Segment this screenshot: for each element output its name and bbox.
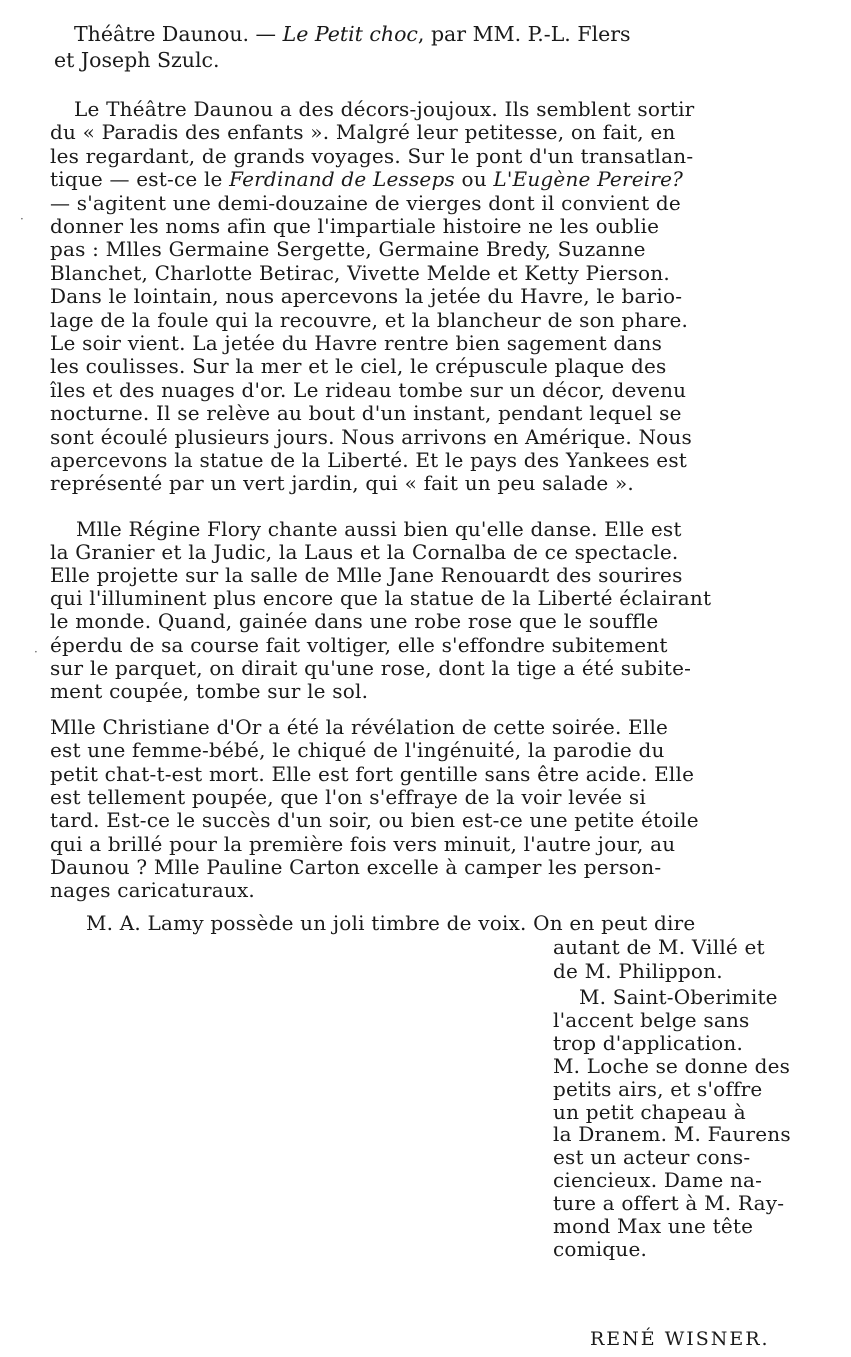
text-line: donner les noms afin que l'impartiale histoire ne les oublie [50, 214, 660, 238]
signature: RENÉ WISNER. [590, 1328, 770, 1350]
text-line: tard. Est-ce le succès d'un soir, ou bien est-ce une petite étoile [50, 808, 699, 833]
text-line: ciencieux. Dame na- [553, 1168, 763, 1193]
text-line: apercevons la statue de la Liberté. Et le pays des Yankees est [50, 448, 688, 472]
text-line: qui l'illuminent plus encore que la statue de la Liberté éclairant [50, 586, 712, 611]
text-line: M. Saint-Oberimite [579, 985, 778, 1009]
text-line: Blanchet, Charlotte Betirac, Vivette Melde et Ketty Pierson. [50, 260, 670, 285]
text-line: la Granier et la Judic, la Laus et la Cornalba de ce spectacle. [50, 540, 679, 565]
text-line: petits airs, et s'offre [553, 1076, 763, 1101]
text-line: mond Max une tête [553, 1214, 754, 1238]
ship-name: L'Eugène Pereire? [493, 167, 684, 192]
play-title: Le Petit choc [282, 22, 418, 46]
text-line: sont écoulé plusieurs jours. Nous arrivons en Amérique. Nous [50, 424, 692, 449]
text-line: comique. [553, 1236, 648, 1261]
text-line: est un acteur cons- [553, 1145, 751, 1170]
text-line: ment coupée, tombe sur le sol. [50, 678, 369, 703]
text-line: les regardant, de grands voyages. Sur le pont d'un transatlan- [50, 143, 694, 168]
text-line: représenté par un vert jardin, qui « fait un peu salade ». [50, 471, 634, 496]
text-line: Daunou ? Mlle Pauline Carton excelle à camper les person- [50, 854, 662, 879]
print-speck: · [20, 212, 24, 226]
text-line: — s'agitent une demi-douzaine de vierges dont il convient de [50, 190, 681, 215]
text-line: petit chat-t-est mort. Elle est fort gentille sans être acide. Elle [50, 761, 695, 786]
heading-line-1 [74, 22, 631, 46]
text-line: nages caricaturaux. [50, 878, 255, 903]
text-span: tique — est-ce le [50, 167, 230, 192]
heading-line-2: et Joseph Szulc. [54, 48, 220, 72]
text-line: Elle projette sur la salle de Mlle Jane Renouardt des sourires [50, 563, 683, 588]
text-line: de M. Philippon. [553, 958, 723, 983]
text-line: sur le parquet, on dirait qu'une rose, dont la tige a été subite- [50, 655, 692, 680]
text-line: un petit chapeau à [553, 1099, 746, 1124]
text-line: Dans le lointain, nous apercevons la jetée du Havre, le bario- [50, 284, 683, 309]
text-line: qui a brillé pour la première fois vers minuit, l'autre jour, au [50, 831, 676, 856]
text-line: nocturne. Il se relève au bout d'un instant, pendant lequel se [50, 401, 682, 426]
text-line: trop d'application. [553, 1030, 744, 1055]
text-line: les coulisses. Sur la mer et le ciel, le crépuscule plaque des [50, 354, 667, 379]
text-line: la Dranem. M. Faurens [553, 1122, 791, 1147]
text-line [50, 167, 683, 191]
ship-name: Ferdinand de Lesseps [229, 167, 455, 192]
authors: , par MM. P.-L. Flers [417, 22, 631, 46]
text-line: Le Théâtre Daunou a des décors-joujoux. Ils semblent sortir [74, 97, 695, 121]
print-speck: · [34, 645, 38, 659]
text-line: éperdu de sa course fait voltiger, elle s'effondre subitement [50, 632, 668, 657]
text-line: est tellement poupée, que l'on s'effraye de la voir levée si [50, 784, 646, 809]
text-span: ou [454, 167, 494, 192]
text-line: Mlle Christiane d'Or a été la révélation de cette soirée. Elle [50, 715, 669, 739]
text-line: du « Paradis des enfants ». Malgré leur petitesse, on fait, en [50, 120, 676, 145]
text-line: pas : Mlles Germaine Sergette, Germaine Bredy, Suzanne [50, 237, 646, 262]
text-line: Le soir vient. La jetée du Havre rentre bien sagement dans [50, 331, 663, 355]
text-line: M. A. Lamy possède un joli timbre de voix. On en peut dire [86, 911, 696, 935]
text-line: l'accent belge sans [553, 1007, 750, 1032]
text-line: îles et des nuages d'or. Le rideau tombe sur un décor, devenu [50, 377, 687, 402]
text-line: lage de la foule qui la recouvre, et la blancheur de son phare. [50, 307, 689, 332]
text-line: le monde. Quand, gainée dans une robe rose que le souffle [50, 609, 659, 634]
text-line: est une femme-bébé, le chiqué de l'ingénuité, la parodie du [50, 738, 665, 763]
theatre-name: Théâtre Daunou. — [74, 22, 283, 46]
text-line: M. Loche se donne des [553, 1053, 791, 1078]
text-line: autant de M. Villé et [553, 935, 765, 959]
text-line: ture a offert à M. Ray- [553, 1191, 785, 1216]
text-line: Mlle Régine Flory chante aussi bien qu'elle danse. Elle est [76, 517, 682, 541]
